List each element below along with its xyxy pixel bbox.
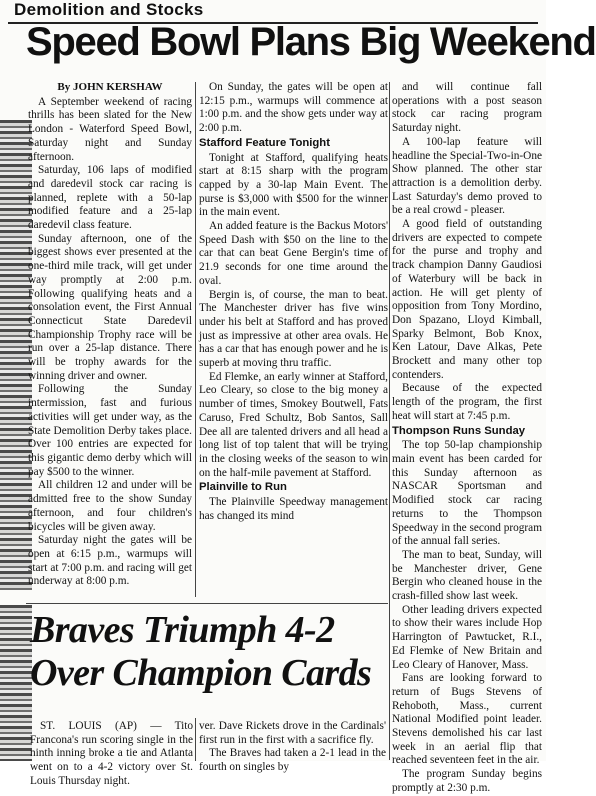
paragraph: On Sunday, the gates will be open at 12:15 p.m., warmups will commence at 1:00 p.m. and the show gets under way at 2:00 p.m. [199,81,388,135]
paragraph: The Plainville Speedway management has changed its mind [199,496,388,522]
paragraph: A September weekend of racing thrills has been slated for the New London - Waterford Speed Bowl, Saturday night and Sunday afternoon. [28,95,192,163]
braves-story-column-2 [199,720,386,774]
paragraph: Tonight at Stafford, qualifying heats start at 8:15 sharp with the program capped by a 30-lap Main Event. The purse is $3,000 with $500 for the winner in the main event. [199,151,388,219]
article-column-1 [28,81,192,588]
section-rule [26,603,388,604]
scan-damage-strip [0,605,32,761]
paragraph: An added feature is the Backus Motors' Speed Dash with $50 on the line to the car that can beat Gene Bergin's time of 21.9 seconds for one time around the oval. [199,220,388,287]
braves-headline-line-1: Braves Triumph 4-2 [30,609,335,651]
paragraph: ver. Dave Rickets drove in the Cardinals' first run in the first with a sacrifice fly. [199,720,386,746]
article-column-3 [392,81,542,794]
paragraph: A good field of outstanding drivers are expected to compete for the purse and trophy and track champion Danny Gaudiosi of Waterbury will be back in action. He will get plenty of opposition from Tony Mordino, Don Spazano, Lloyd Kimball, Sparky Belmont, Bob Knox, Ken Latour, Dave Alkas, Pete Brockett and many other top contenders. [392,218,542,381]
byline: By JOHN KERSHAW [57,81,163,93]
paragraph: The Braves had taken a 2-1 lead in the fourth on singles by [199,747,386,774]
paragraph: Because of the expected length of the program, the first heat will start at 7:45 p.m. [392,382,542,422]
subheading: Stafford Feature Tonight [199,136,330,149]
paragraph: Fans are looking forward to return of Bugs Stevens of Rehoboth, Mass., current National Modified point leader. Stevens demolished his car last week in an aerial flip that reached seventeen feet in the air. [392,672,542,767]
paragraph: Following the Sunday intermission, fast and furious activities will get under way, as the State Demolition Derby takes place. Over 100 entries are expected for this gigantic demo derby which will pay $500 to the winner. [28,383,192,478]
braves-headline-line-2: Over Champion Cards [30,652,372,694]
paragraph: ST. LOUIS (AP) — Tito Francona's run scoring single in the ninth inning broke a tie and Atlanta went on to a 4-2 victory over St. Louis Thursday night. [30,720,193,787]
article-column-2 [199,81,388,597]
paragraph: Other leading drivers expected to show their wares include Hop Harrington of Pawtucket, R.I., Ed Flemke of New Britain and Leo Cleary of Hanover, Mass. [392,603,542,671]
paragraph: Bergin is, of course, the man to beat. The Manchester driver has five wins under his belt at Stafford and has proved just as impressive at other area ovals. He has a car that has enough power and he is superb at moving thru traffic. [199,288,388,370]
kicker-heading: Demolition and Stocks [14,0,204,19]
paragraph: Sunday afternoon, one of the biggest shows ever presented at the one-third mile track, will get under way promptly at 2:00 p.m. Following qualifying heats and a consolation event, the First Annual Connecticut State Daredevil Championship Trophy race will be run over a 25-lap distance. There will be trophy awards for the winning driver and owner. [28,232,192,382]
paragraph: Saturday, 106 laps of modified and daredevil stock car racing is planned, replete with a 50-lap modified feature and a 25-lap daredevil class feature. [28,164,192,232]
paragraph: A 100-lap feature will headline the Special-Two-in-One Show planned. The other star attraction is a demolition derby. Last Saturday's demo proved to be a real crowd - pleaser. [392,135,542,217]
paragraph: The top 50-lap championship main event has been carded for this Sunday afternoon as NASCAR Sportsman and Modified stock car racing returns to the Thompson Speedway in the second program of the annual fall series. [392,439,542,548]
column-divider [389,82,390,760]
paragraph: Saturday night the gates will be open at 6:15 p.m., warmups will start at 7:00 p.m. and racing will get underway at 8:00 p.m. [28,534,192,588]
paragraph: The man to beat, Sunday, will be Manchester driver, Gene Bergin who cleaned house in the crash-filled show last week. [392,548,542,603]
paragraph: The program Sunday begins promptly at 2:30 p.m. [392,768,542,794]
subheading: Thompson Runs Sunday [392,424,526,437]
column-divider [195,82,196,597]
subheading: Plainville to Run [199,481,287,494]
paragraph: and will continue fall operations with a post season stock car racing program Saturday night. [392,81,542,135]
column-divider [195,718,196,761]
paragraph: All children 12 and under will be admitted free to the show Sunday afternoon, and four children's bicycles will be given away. [28,479,192,533]
paragraph: Ed Flemke, an early winner at Stafford, Leo Cleary, so close to the big money a number of times, Smokey Boutwell, Fats Caruso, Fred Schultz, Bob Santos, Sall Dee all are talented drivers and all head a long list of top talent that will be trying in the closing weeks of the season to win on the half-mile pavement at Stafford. [199,370,388,479]
main-headline: Speed Bowl Plans Big Weekend [26,20,596,64]
braves-story-column-1 [30,720,193,787]
